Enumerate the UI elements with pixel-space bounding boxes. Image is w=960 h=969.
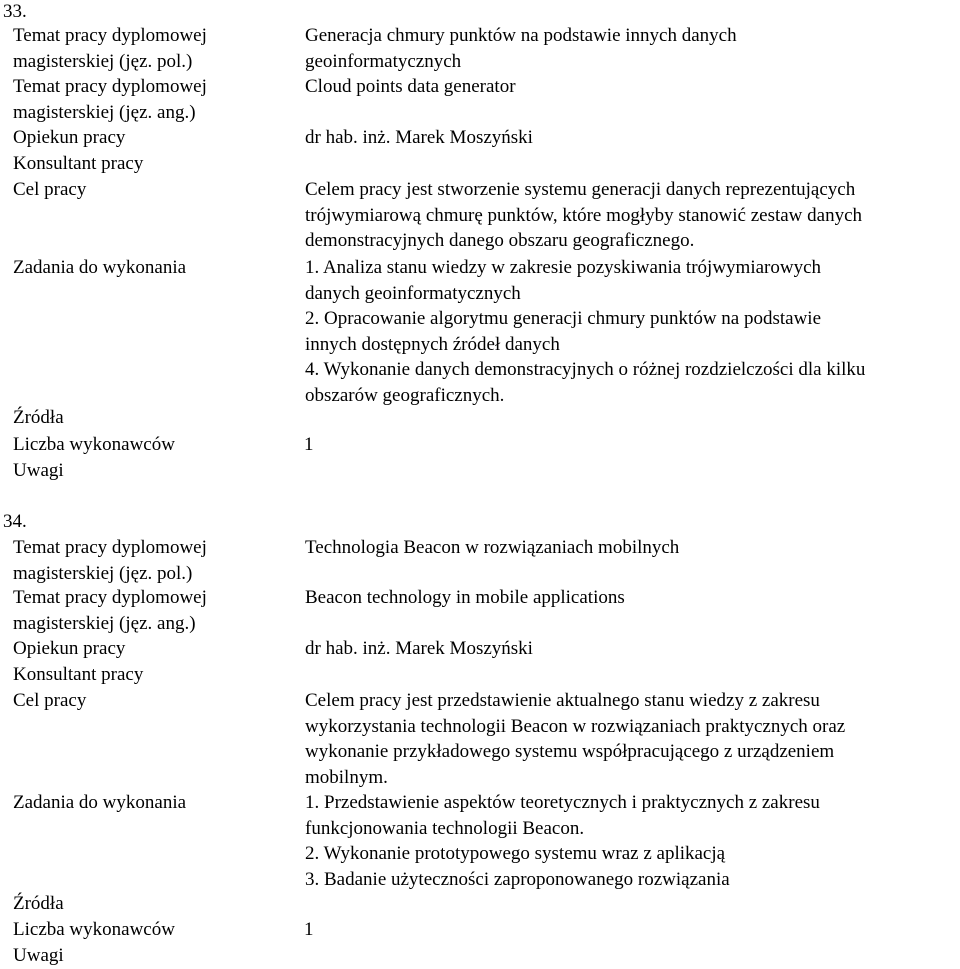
row-label [13,943,293,969]
value-line: 2. Wykonanie prototypowego systemu wraz z aplikacją [305,843,726,864]
value-line: Cloud points data generator [305,76,516,97]
label-line: Źródła [13,893,64,914]
row-label [13,891,293,917]
value-line: innych dostępnych źródeł danych [305,333,560,355]
row-label [13,23,293,74]
label-line: Konsultant pracy [13,664,144,685]
row-label [13,458,293,484]
row-label [13,688,293,714]
label-line: Liczba wykonawców [13,434,175,455]
row-label [13,405,293,431]
row-value [305,255,955,408]
label-line: Opiekun pracy [13,638,126,659]
row-value [305,585,955,611]
row-value [304,432,954,458]
value-line: wykonanie przykładowego systemu współpracującego z urządzeniem [305,741,835,762]
value-line: 3. Badanie użyteczności zaproponowanego rozwiązania [305,868,730,890]
label-line: Konsultant pracy [13,153,144,174]
label-line: magisterskiej (jęz. pol.) [13,50,193,72]
label-line: Cel pracy [13,179,87,200]
row-label [13,535,293,586]
row-label [13,125,293,151]
row-value [305,23,955,74]
row-value [305,636,955,662]
row-value [305,74,955,100]
value-line: Generacja chmury punktów na podstawie innych danych [305,25,737,46]
row-label [13,790,293,816]
value-line: mobilnym. [305,766,388,788]
label-line: Temat pracy dyplomowej [13,76,207,97]
value-line: 1. Analiza stanu wiedzy w zakresie pozyskiwania trójwymiarowych [305,257,822,278]
label-line: Cel pracy [13,690,87,711]
topic-number: 33. [3,1,27,22]
row-value [305,790,955,892]
label-line: Temat pracy dyplomowej [13,537,207,558]
topic-number: 34. [3,511,27,532]
row-label [13,585,293,636]
label-line: magisterskiej (jęz. ang.) [13,101,196,123]
row-label [13,151,293,177]
value-line: trójwymiarową chmurę punktów, które mogłyby stanowić zestaw danych [305,204,863,226]
value-line: wykorzystania technologii Beacon w rozwiązaniach praktycznych oraz [305,715,846,737]
row-value [304,917,954,943]
row-label [13,662,293,688]
row-label [13,177,293,203]
row-label [13,636,293,662]
value-line: Beacon technology in mobile applications [305,587,625,608]
value-line: geoinformatycznych [305,50,462,72]
value-line: obszarów geograficznych. [305,384,505,406]
value-line: dr hab. inż. Marek Moszyński [305,127,533,148]
label-line: Źródła [13,407,64,428]
row-label [13,255,293,281]
label-line: magisterskiej (jęz. pol.) [13,562,193,584]
value-line: demonstracyjnych danego obszaru geograficznego. [305,230,695,251]
row-label [13,432,293,458]
value-line: dr hab. inż. Marek Moszyński [305,638,533,659]
value-line: 1 [304,434,314,455]
value-line: Celem pracy jest przedstawienie aktualnego stanu wiedzy z zakresu [305,690,820,711]
label-line: Temat pracy dyplomowej [13,587,207,608]
label-line: Temat pracy dyplomowej [13,25,207,46]
label-line: Zadania do wykonania [13,792,187,813]
value-line: 1 [304,919,314,940]
row-value [305,177,955,254]
row-value [305,125,955,151]
label-line: Uwagi [13,460,64,481]
row-label [13,917,293,943]
row-label [13,74,293,125]
label-line: magisterskiej (jęz. ang.) [13,612,196,634]
value-line: Celem pracy jest stworzenie systemu generacji danych reprezentujących [305,179,856,200]
value-line: 1. Przedstawienie aspektów teoretycznych i praktycznych z zakresu [305,792,820,813]
value-line: 2. Opracowanie algorytmu generacji chmury punktów na podstawie [305,308,822,329]
row-value [305,535,955,561]
label-line: Zadania do wykonania [13,257,187,278]
row-value [305,688,955,790]
value-line: Technologia Beacon w rozwiązaniach mobilnych [305,537,680,558]
value-line: danych geoinformatycznych [305,282,521,304]
label-line: Opiekun pracy [13,127,126,148]
label-line: Uwagi [13,945,64,966]
value-line: 4. Wykonanie danych demonstracyjnych o różnej rozdzielczości dla kilku [305,359,866,380]
value-line: funkcjonowania technologii Beacon. [305,817,585,839]
label-line: Liczba wykonawców [13,919,175,940]
